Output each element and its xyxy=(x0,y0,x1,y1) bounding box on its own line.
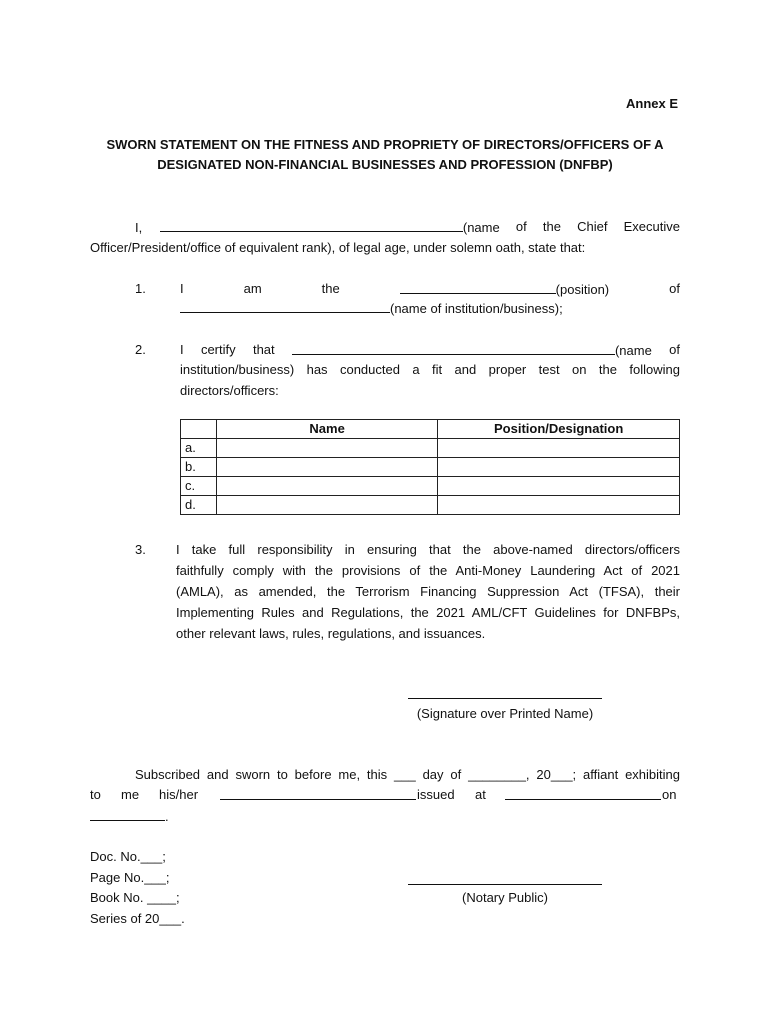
director-position-cell[interactable] xyxy=(438,458,680,477)
notary-signature-line[interactable] xyxy=(408,884,602,885)
intro-line-1 xyxy=(135,219,680,235)
item-1-word: the xyxy=(321,281,340,296)
issued-at-blank[interactable] xyxy=(505,787,661,800)
item-2-line-2: institution/business) has conducted a fit and proper test on the following xyxy=(180,362,680,377)
intro-word: the xyxy=(542,219,561,234)
book-number: Book No. ____; xyxy=(90,890,180,905)
table-header-position: Position/Designation xyxy=(438,420,680,439)
jurat-word: . xyxy=(165,809,169,824)
item-2-number: 2. xyxy=(135,342,146,357)
institution-name-blank[interactable] xyxy=(180,300,390,313)
item-1-word: (position) xyxy=(555,282,610,297)
item-1-line-1 xyxy=(180,281,680,297)
item-2-word: I xyxy=(180,342,184,357)
table-header-name: Name xyxy=(216,420,437,439)
director-position-cell[interactable] xyxy=(438,496,680,515)
item-2-word: (name xyxy=(614,343,652,358)
row-label: a. xyxy=(181,439,217,458)
intro-word: of xyxy=(515,219,527,234)
item-2-word: certify xyxy=(200,342,236,357)
signature-line[interactable] xyxy=(408,698,602,699)
director-name-cell[interactable] xyxy=(216,477,437,496)
row-label: d. xyxy=(181,496,217,515)
item-2-word: that xyxy=(252,342,275,357)
director-name-cell[interactable] xyxy=(216,458,437,477)
item-3-line: (AMLA), as amended, the Terrorism Financing Suppression Act (TFSA), their xyxy=(176,584,680,599)
intro-prefix: I, xyxy=(135,220,143,235)
item-2-word: of xyxy=(669,342,680,357)
intro-word: (name xyxy=(462,220,500,235)
id-document-blank[interactable] xyxy=(220,787,416,800)
jurat-word: on xyxy=(662,787,677,802)
table-header-row xyxy=(181,420,680,439)
item-1-number: 1. xyxy=(135,281,146,296)
intro-line-2: Officer/President/office of equivalent rank), of legal age, under solemn oath, state that: xyxy=(90,240,586,255)
item-3-line: I take full responsibility in ensuring that the above-named directors/officers xyxy=(176,542,680,557)
institution-business-blank[interactable] xyxy=(292,342,615,355)
jurat-line-1: Subscribed and sworn to before me, this ___ day of ________, 20___; affiant exhibiting xyxy=(135,767,680,782)
issued-on-blank[interactable] xyxy=(90,808,165,821)
row-label: b. xyxy=(181,458,217,477)
item-3-line: other relevant laws, rules, regulations, and issuances. xyxy=(176,626,486,641)
series-year: Series of 20___. xyxy=(90,911,185,926)
document-title-line-1: SWORN STATEMENT ON THE FITNESS AND PROPRIETY OF DIRECTORS/OFFICERS OF A xyxy=(106,137,664,152)
item-2-line-3: directors/officers: xyxy=(180,383,279,398)
item-3-number: 3. xyxy=(135,542,146,557)
page-number: Page No.___; xyxy=(90,870,170,885)
intro-word: Executive xyxy=(623,219,680,234)
doc-number: Doc. No.___; xyxy=(90,849,166,864)
item-1-word: I xyxy=(180,281,184,296)
item-1-line-2 xyxy=(180,300,563,316)
jurat-word: me xyxy=(121,787,140,802)
document-title-line-2: DESIGNATED NON-FINANCIAL BUSINESSES AND PROFESSION (DNFBP) xyxy=(157,157,613,172)
position-blank[interactable] xyxy=(400,281,556,294)
annex-label: Annex E xyxy=(626,96,679,111)
item-3-line: Implementing Rules and Regulations, the 2021 AML/CFT Guidelines for DNFBPs, xyxy=(176,605,680,620)
item-1-word: of xyxy=(669,281,680,296)
director-position-cell[interactable] xyxy=(438,439,680,458)
item-3-line: faithfully comply with the provisions of the Anti-Money Laundering Act of 2021 xyxy=(176,563,680,578)
item-1-word: am xyxy=(243,281,262,296)
item-2-line-1 xyxy=(180,342,680,358)
table-row xyxy=(181,477,680,496)
notary-caption: (Notary Public) xyxy=(462,890,548,905)
director-name-cell[interactable] xyxy=(216,439,437,458)
jurat-word: issued xyxy=(417,787,455,802)
jurat-word: at xyxy=(475,787,486,802)
jurat-word: his/her xyxy=(159,787,199,802)
table-row xyxy=(181,439,680,458)
director-name-cell[interactable] xyxy=(216,496,437,515)
jurat-line-3 xyxy=(90,808,169,824)
signature-caption: (Signature over Printed Name) xyxy=(416,706,594,721)
directors-table xyxy=(180,419,680,515)
row-label: c. xyxy=(181,477,217,496)
table-row xyxy=(181,458,680,477)
item-1-text: (name of institution/business); xyxy=(390,301,563,316)
intro-word: Chief xyxy=(577,219,608,234)
jurat-word: to xyxy=(90,787,101,802)
table-row xyxy=(181,496,680,515)
table-header-blank xyxy=(181,420,217,439)
ceo-name-blank[interactable] xyxy=(160,219,463,232)
director-position-cell[interactable] xyxy=(438,477,680,496)
